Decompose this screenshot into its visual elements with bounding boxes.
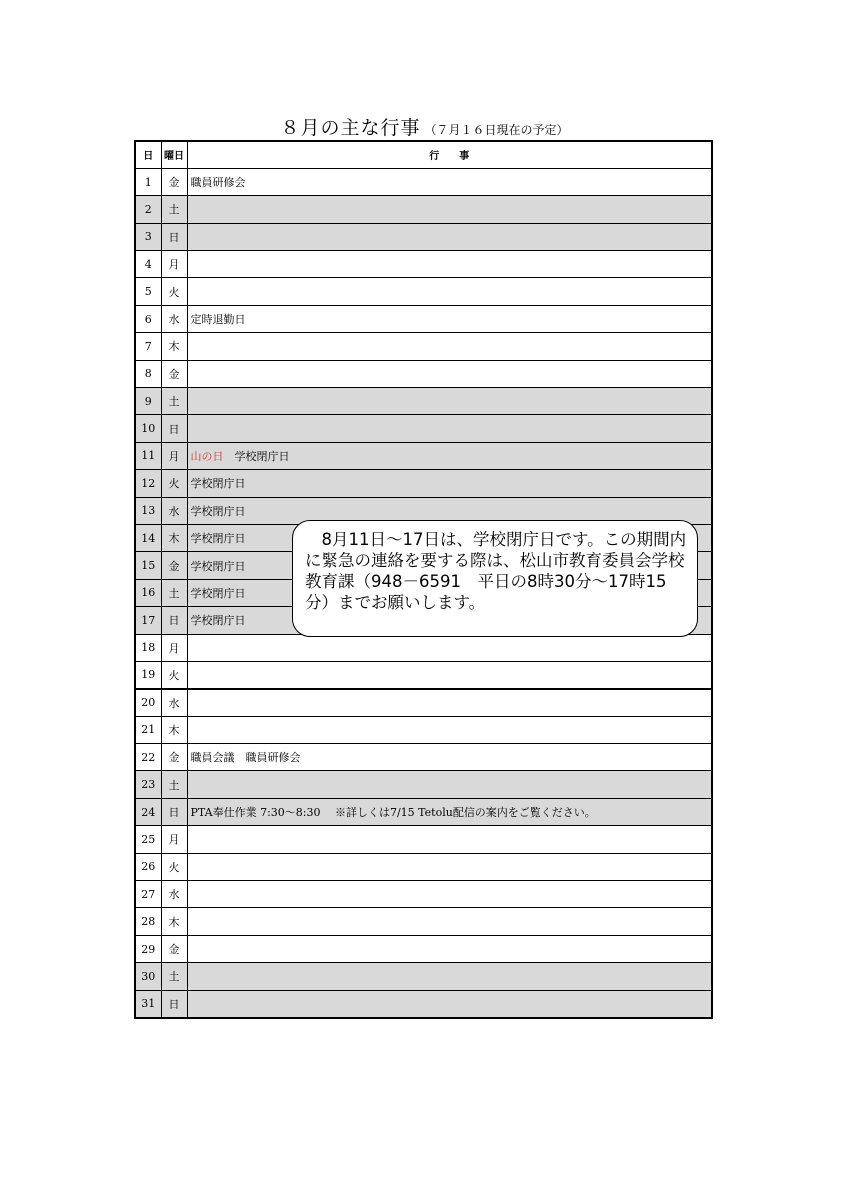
table-row [135,278,712,305]
event-text: 学校閉庁日 [190,477,246,491]
table-row [135,935,712,962]
day-cell: 19 [135,661,161,688]
day-cell: 26 [135,853,161,880]
event-cell [187,223,712,250]
event-cell [187,689,712,716]
event-cell [187,798,712,825]
page-title [0,113,849,140]
event-text: 学校閉庁日 [190,504,246,518]
day-cell: 16 [135,579,161,606]
day-cell: 4 [135,251,161,278]
table-row [135,168,712,195]
header-day: 日 [135,141,161,168]
table-row [135,963,712,990]
table-row [135,360,712,387]
weekday-cell: 土 [161,963,187,990]
weekday-cell: 金 [161,935,187,962]
closure-notice-callout [292,520,698,637]
table-row [135,634,712,661]
event-cell [187,990,712,1017]
table-row [135,305,712,332]
event-cell [187,771,712,798]
weekday-cell: 土 [161,388,187,415]
day-cell: 21 [135,716,161,743]
day-cell: 22 [135,744,161,771]
event-cell [187,744,712,771]
event-text: 職員研修会 [190,176,246,190]
weekday-cell: 金 [161,360,187,387]
day-cell: 31 [135,990,161,1017]
day-cell: 8 [135,360,161,387]
day-cell: 6 [135,305,161,332]
weekday-cell: 月 [161,442,187,469]
event-text: 職員会議 職員研修会 [190,751,301,765]
weekday-cell: 水 [161,305,187,332]
event-cell [187,360,712,387]
weekday-cell: 水 [161,689,187,716]
day-cell: 25 [135,826,161,853]
table-row [135,716,712,743]
event-cell [187,881,712,908]
event-cell [187,963,712,990]
day-cell: 27 [135,881,161,908]
event-cell [187,196,712,223]
table-row [135,196,712,223]
event-text: 定時退勤日 [190,313,246,327]
holiday-name: 山の日 [190,449,224,463]
notice-text: 8月11日～17日は、学校閉庁日です。この期間内に緊急の連絡を要する際は、松山市教育委員会学校教育課（948－6591 平日の8時30分～17時15分）までお願いします。 [305,530,687,612]
table-row [135,689,712,716]
day-cell: 3 [135,223,161,250]
event-cell [187,278,712,305]
table-row [135,798,712,825]
event-cell [187,442,712,469]
weekday-cell: 火 [161,853,187,880]
event-cell [187,415,712,442]
event-cell [187,935,712,962]
weekday-cell: 月 [161,251,187,278]
day-cell: 2 [135,196,161,223]
weekday-cell: 木 [161,524,187,551]
table-row [135,881,712,908]
table-row [135,470,712,497]
day-cell: 20 [135,689,161,716]
table-row [135,223,712,250]
table-row [135,388,712,415]
title-main: ８月の主な行事 [280,117,421,139]
event-cell [187,661,712,688]
event-cell [187,908,712,935]
weekday-cell: 金 [161,168,187,195]
table-row [135,415,712,442]
weekday-cell: 火 [161,278,187,305]
event-cell [187,826,712,853]
day-cell: 28 [135,908,161,935]
day-cell: 5 [135,278,161,305]
table-row [135,333,712,360]
weekday-cell: 木 [161,716,187,743]
weekday-cell: 火 [161,470,187,497]
day-cell: 23 [135,771,161,798]
weekday-cell: 土 [161,196,187,223]
day-cell: 9 [135,388,161,415]
table-row [135,826,712,853]
day-cell: 11 [135,442,161,469]
event-cell [187,634,712,661]
title-sub: （７月１６日現在の予定） [424,123,569,137]
weekday-cell: 水 [161,881,187,908]
weekday-cell: 金 [161,744,187,771]
weekday-cell: 月 [161,634,187,661]
table-row [135,771,712,798]
table-header-row [135,141,712,168]
day-cell: 18 [135,634,161,661]
event-text: 学校閉庁日 [190,559,246,573]
event-cell [187,716,712,743]
day-cell: 30 [135,963,161,990]
day-cell: 12 [135,470,161,497]
event-text: 学校閉庁日 [223,449,290,463]
day-cell: 7 [135,333,161,360]
day-cell: 15 [135,552,161,579]
weekday-cell: 水 [161,497,187,524]
weekday-cell: 日 [161,607,187,634]
weekday-cell: 日 [161,223,187,250]
event-cell [187,388,712,415]
event-cell [187,251,712,278]
day-cell: 1 [135,168,161,195]
event-text: 学校閉庁日 [190,614,246,628]
weekday-cell: 日 [161,798,187,825]
weekday-cell: 火 [161,661,187,688]
day-cell: 14 [135,524,161,551]
event-text: PTA奉仕作業 7:30～8:30 ※詳しくは7/15 Tetolu配信の案内をご覧ください。 [190,806,596,820]
event-text: 学校閉庁日 [190,532,246,546]
table-row [135,442,712,469]
table-row [135,908,712,935]
event-cell [187,305,712,332]
day-cell: 13 [135,497,161,524]
day-cell: 24 [135,798,161,825]
day-cell: 10 [135,415,161,442]
weekday-cell: 日 [161,415,187,442]
weekday-cell: 月 [161,826,187,853]
event-cell [187,470,712,497]
day-cell: 17 [135,607,161,634]
weekday-cell: 金 [161,552,187,579]
event-cell [187,168,712,195]
weekday-cell: 土 [161,771,187,798]
table-row [135,251,712,278]
event-cell [187,853,712,880]
header-weekday: 曜日 [161,141,187,168]
table-row [135,853,712,880]
weekday-cell: 木 [161,908,187,935]
event-text: 学校閉庁日 [190,586,246,600]
weekday-cell: 日 [161,990,187,1017]
weekday-cell: 木 [161,333,187,360]
weekday-cell: 土 [161,579,187,606]
event-cell [187,333,712,360]
table-row [135,990,712,1017]
table-row [135,744,712,771]
day-cell: 29 [135,935,161,962]
table-row [135,661,712,688]
header-event: 行 事 [187,141,712,168]
